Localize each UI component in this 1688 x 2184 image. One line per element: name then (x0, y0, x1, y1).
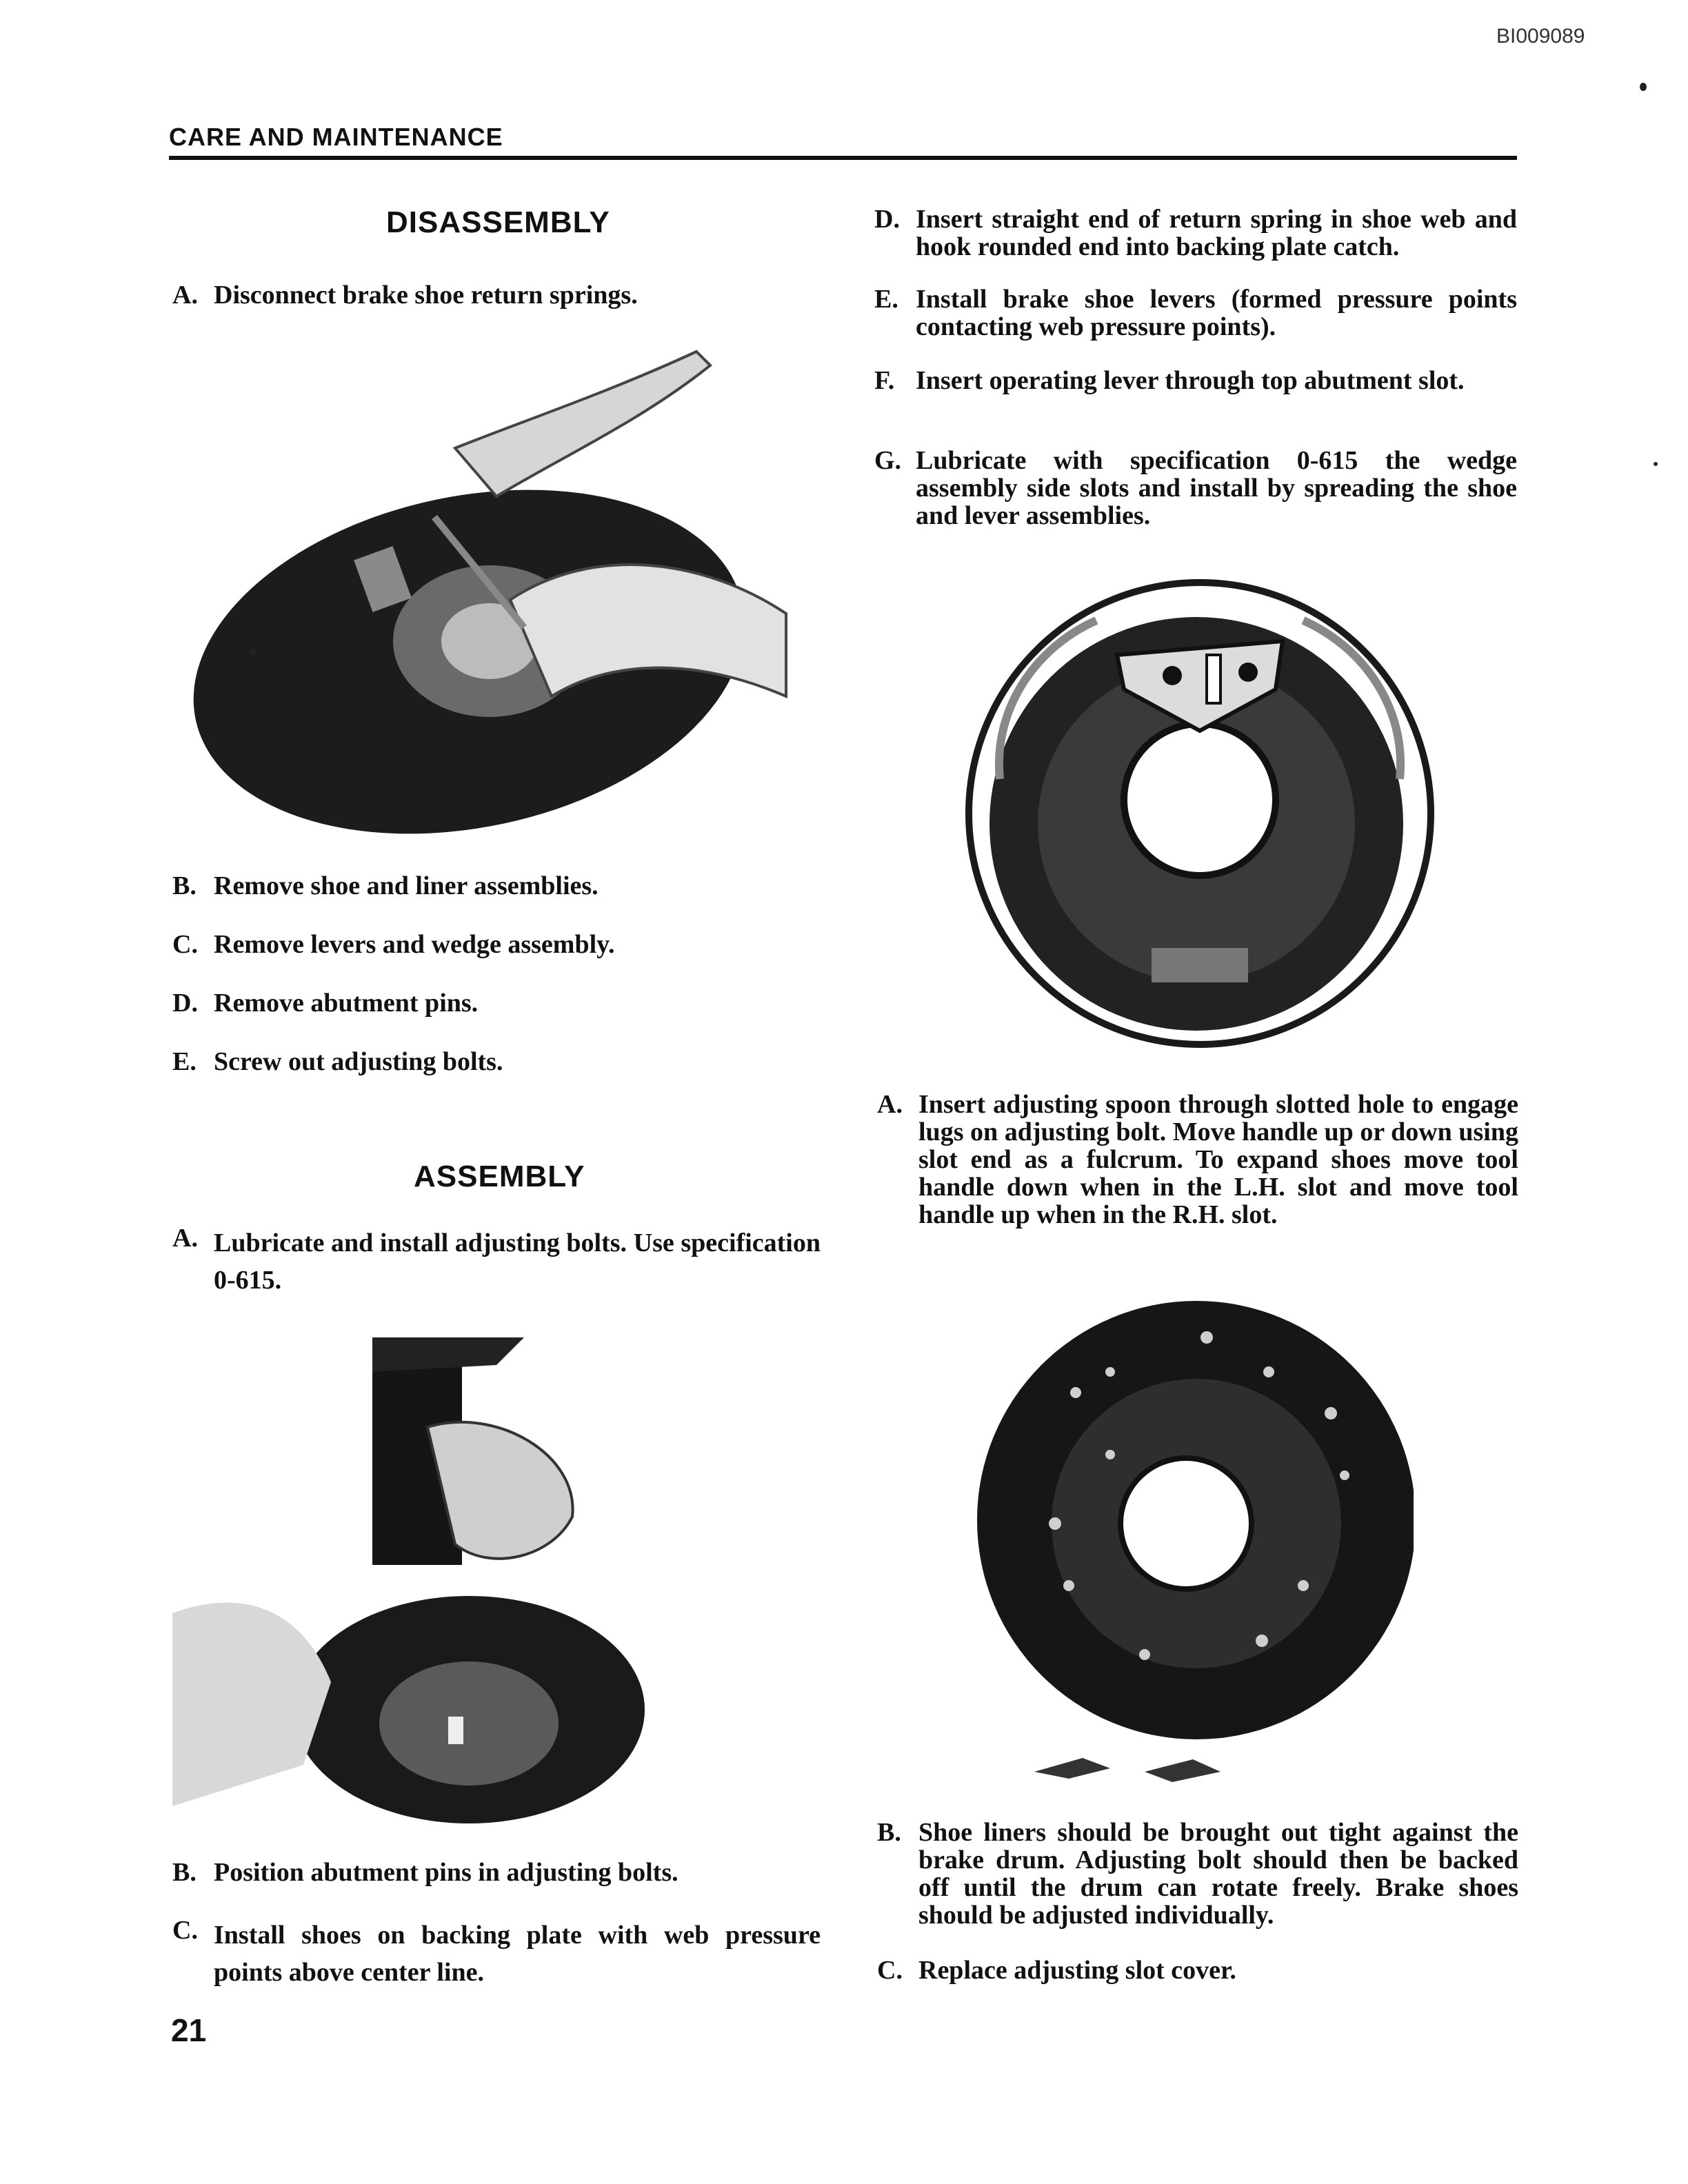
adjustment-step-b (877, 1819, 1518, 1929)
disassembly-step-a (172, 281, 869, 312)
photo-disconnect-springs (165, 338, 821, 848)
step-text: Shoe liners should be brought out tight against the brake drum. Adjusting bolt should then be backed off until the drum can rotate freely. Brake shoes should be adjusted individually. (918, 1818, 1518, 1930)
header-title: CARE AND MAINTENANCE (169, 123, 503, 151)
step-text: Insert straight end of return spring in shoe web and hook rounded end into backing plate catch. (916, 205, 1517, 261)
adjustment-step-c (877, 1957, 1518, 1987)
step-text: Install brake shoe levers (formed pressure points contacting web pressure points). (916, 285, 1517, 341)
step-letter: D. (874, 205, 900, 234)
adjustment-step-a (877, 1091, 1518, 1256)
scan-speck (1654, 462, 1658, 466)
disassembly-step-d (172, 989, 869, 1020)
step-letter: C. (172, 1916, 198, 1945)
page-header (169, 123, 1517, 160)
document-id: BI009089 (1496, 25, 1585, 48)
step-letter: C. (172, 930, 198, 959)
assembly-step-d (874, 205, 1517, 263)
step-text: Lubricate with specification 0-615 the wedge assembly side slots and install by spreading the shoe and lever assemblies. (916, 446, 1517, 530)
step-letter: A. (172, 1224, 198, 1253)
assembly-step-c (172, 1917, 821, 1985)
step-text: Position abutment pins in adjusting bolts. (214, 1858, 679, 1887)
step-text: Remove levers and wedge assembly. (214, 930, 615, 959)
step-letter: G. (874, 446, 902, 475)
step-text: Remove abutment pins. (214, 989, 479, 1018)
step-letter: D. (172, 989, 198, 1018)
step-letter: A. (877, 1090, 903, 1119)
step-letter: B. (172, 1858, 197, 1887)
photo-brake-drum-adjusting (972, 1296, 1414, 1792)
assembly-step-g (874, 447, 1517, 532)
step-text: Lubricate and install adjusting bolts. Use specification 0-615. (214, 1228, 821, 1295)
step-text: Insert operating lever through top abutment slot. (916, 366, 1465, 395)
photo-assembled-backing-plate (958, 572, 1441, 1055)
step-text: Install shoes on backing plate with web pressure points above center line. (214, 1921, 821, 1987)
step-text: Screw out adjusting bolts. (214, 1047, 503, 1076)
step-text: Disconnect brake shoe return springs. (214, 281, 638, 310)
assembly-heading: ASSEMBLY (414, 1160, 585, 1193)
step-text: Insert adjusting spoon through slotted hole to engage lugs on adjusting bolt. Move handle up or down using slot end as a fulcrum. To expand shoes move tool handle down when in the L.H. slot and move tool handle up when in the R.H. slot. (918, 1090, 1518, 1229)
assembly-step-b (172, 1859, 821, 1889)
step-letter: B. (172, 871, 197, 900)
disassembly-heading: DISASSEMBLY (386, 205, 610, 239)
assembly-step-e (874, 285, 1517, 343)
step-letter: E. (874, 285, 898, 314)
page-number: 21 (171, 2012, 207, 2048)
scan-speck (1640, 83, 1647, 91)
step-letter: A. (172, 281, 198, 310)
step-letter: C. (877, 1956, 903, 1985)
assembly-step-f (874, 367, 1517, 425)
step-letter: B. (877, 1818, 901, 1847)
step-letter: F. (874, 366, 895, 395)
step-letter: E. (172, 1047, 197, 1076)
disassembly-step-b (172, 872, 869, 902)
step-text: Replace adjusting slot cover. (918, 1956, 1236, 1985)
step-text: Remove shoe and liner assemblies. (214, 871, 599, 900)
assembly-step-a (172, 1224, 821, 1293)
disassembly-step-e (172, 1048, 869, 1078)
scan-speck (250, 648, 257, 655)
disassembly-step-c (172, 931, 869, 961)
photo-install-adjusting-bolts (165, 1324, 696, 1834)
